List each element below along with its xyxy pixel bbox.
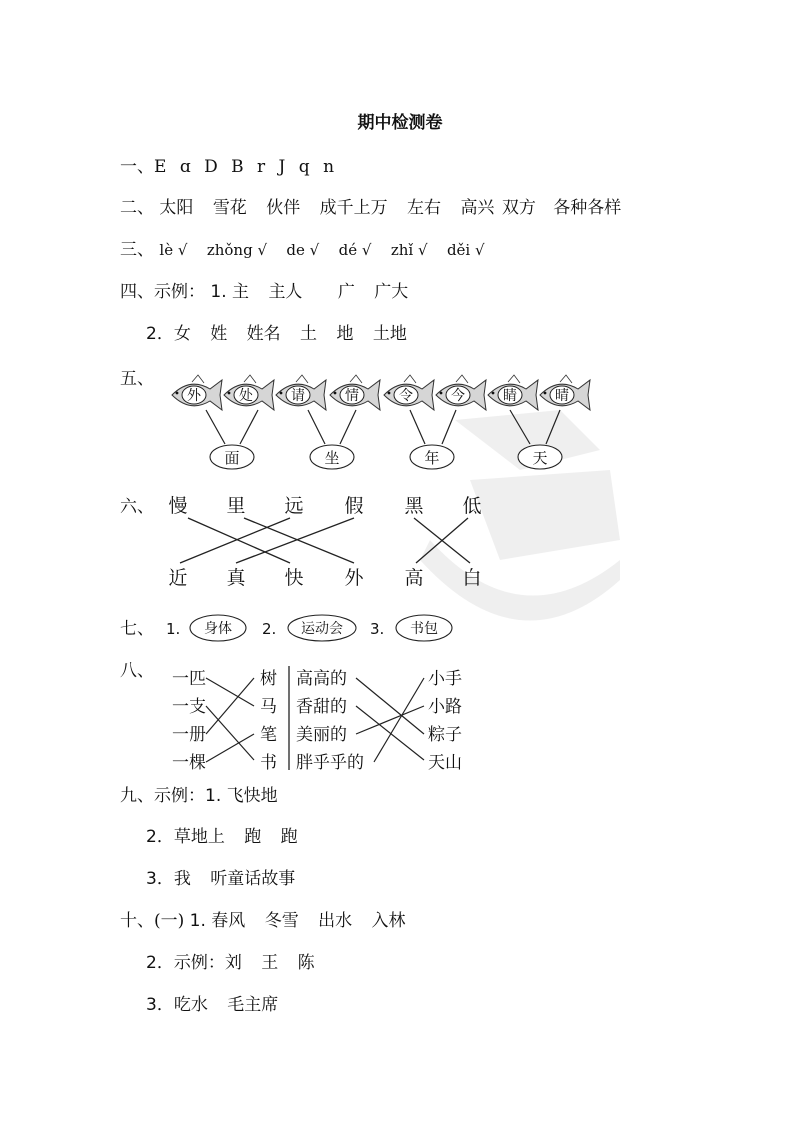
antonym-bottom-char: 真	[226, 567, 246, 589]
fish-character: 晴	[555, 388, 569, 404]
s2-item: 太阳	[159, 198, 194, 218]
antonym-bottom-char: 白	[462, 567, 482, 589]
measure-word: 一册	[172, 725, 206, 745]
measure-word: 一棵	[172, 753, 206, 773]
s9-item: 听童话故事	[210, 869, 296, 889]
s9-item: 1. 飞快地	[205, 786, 278, 806]
section-10-row2	[146, 948, 315, 973]
section-10	[120, 906, 406, 931]
s4-item: 土地	[372, 324, 407, 344]
s7-word: 运动会	[301, 621, 343, 637]
s4-prefix: 示例：	[154, 282, 205, 302]
s2-item: 双方	[501, 198, 536, 218]
s2-item: 雪花	[212, 198, 247, 218]
s3-item: zhǐ √	[390, 241, 428, 259]
s7-word: 身体	[204, 621, 232, 637]
adjective-word: 胖乎乎的	[296, 753, 364, 773]
antonym-top-char: 低	[462, 495, 482, 517]
noun-word: 树	[260, 669, 277, 689]
s10-item: 出水	[318, 911, 353, 931]
s4-item: 地	[336, 324, 354, 344]
s2-item: 各种各样	[553, 198, 622, 218]
fish-character: 令	[399, 388, 413, 404]
section-7-label: 七、	[120, 619, 154, 639]
oval-character: 天	[532, 449, 548, 467]
s3-item: dé √	[338, 241, 372, 259]
s10-item: 王	[261, 953, 279, 973]
section-10-label: 十、	[120, 911, 154, 931]
fish-character: 请	[291, 388, 305, 404]
antonym-top-char: 假	[344, 495, 364, 517]
section-5-label: 五、	[120, 369, 154, 389]
section-3-label: 三、	[120, 240, 154, 260]
s3-item: děi √	[446, 241, 485, 259]
measure-word-lines	[206, 678, 424, 762]
fish-character: 外	[187, 388, 201, 404]
antonym-bottom-char: 近	[168, 567, 188, 589]
section-10-row3	[146, 990, 278, 1015]
noun-word: 书	[260, 753, 277, 773]
section-6-label: 六、	[120, 497, 154, 517]
s4-item: 1. 主	[210, 282, 250, 302]
section-1-letters: E ɑ D B r J q n	[154, 157, 335, 177]
s4-item: 姓名	[246, 324, 281, 344]
oval-character: 年	[424, 449, 440, 467]
s9-prefix: 示例：	[154, 786, 205, 806]
antonym-top-char: 远	[284, 495, 304, 517]
measure-word: 一支	[172, 697, 206, 717]
noun-word: 马	[260, 697, 277, 717]
s2-item: 伙伴	[266, 198, 301, 218]
s9-item: 跑	[280, 827, 298, 847]
antonym-bottom-char: 外	[344, 567, 364, 589]
antonym-top-char: 黑	[404, 495, 424, 517]
noun-word: 粽子	[428, 725, 462, 745]
s10-sub: (一)	[154, 911, 185, 931]
oval-character: 坐	[324, 449, 340, 467]
antonym-top-char: 里	[226, 495, 246, 517]
s10-item: 陈	[297, 953, 315, 973]
measure-word: 一匹	[172, 669, 206, 689]
fish-character: 今	[451, 388, 465, 404]
s7-number: 2.	[262, 620, 277, 638]
s7-number: 1.	[166, 620, 181, 638]
s3-item: de √	[286, 241, 320, 259]
noun-word: 小手	[428, 669, 462, 689]
s9-item: 跑	[244, 827, 262, 847]
s9-item: 3．我	[146, 869, 191, 889]
page-title: 期中检测卷	[357, 113, 443, 133]
noun-word: 笔	[260, 725, 277, 745]
section-4-label: 四、	[120, 282, 154, 302]
oval-character: 面	[224, 449, 240, 467]
s7-number: 3.	[370, 620, 385, 638]
noun-word: 小路	[428, 697, 462, 717]
s4-item: 2．女	[146, 324, 191, 344]
fish-character: 情	[345, 388, 359, 404]
s4-item: 主人	[268, 282, 303, 302]
section-2-label: 二、	[120, 198, 154, 218]
s4-item: 土	[300, 324, 318, 344]
s2-item: 高兴	[460, 198, 495, 218]
section-9-row3	[146, 864, 295, 889]
adjective-word: 美丽的	[296, 725, 347, 745]
s10-item: 毛主席	[227, 995, 279, 1015]
s3-item: lè √	[159, 241, 188, 259]
section-1-label: 一、	[120, 157, 154, 177]
s10-item: 冬雪	[264, 911, 299, 931]
s3-item: zhǒng √	[206, 241, 268, 259]
section-9	[120, 781, 278, 806]
noun-word: 天山	[428, 753, 462, 773]
s9-item: 2．草地上	[146, 827, 225, 847]
measure-word-texts	[172, 669, 462, 773]
fish-character: 处	[239, 388, 253, 404]
section-8-label: 八、	[120, 661, 154, 681]
s7-word: 书包	[410, 621, 438, 637]
s4-item: 广大	[374, 282, 409, 302]
fish-character: 睛	[503, 388, 517, 404]
antonym-bottom-char: 高	[404, 567, 424, 589]
s10-item: 1. 春风	[189, 911, 246, 931]
s4-item: 姓	[210, 324, 228, 344]
adjective-word: 香甜的	[296, 697, 347, 717]
section-9-label: 九、	[120, 786, 154, 806]
s2-item: 左右	[407, 198, 442, 218]
s10-item: 3．吃水	[146, 995, 208, 1015]
antonym-top-char: 慢	[168, 495, 188, 517]
s2-item: 成千上万	[319, 198, 388, 218]
s10-item: 2．示例：刘	[146, 953, 242, 973]
adjective-word: 高高的	[296, 669, 347, 689]
s10-item: 入林	[371, 911, 406, 931]
s4-item: 广	[337, 282, 355, 302]
section-9-row2	[146, 822, 298, 847]
antonym-bottom-char: 快	[284, 567, 304, 589]
